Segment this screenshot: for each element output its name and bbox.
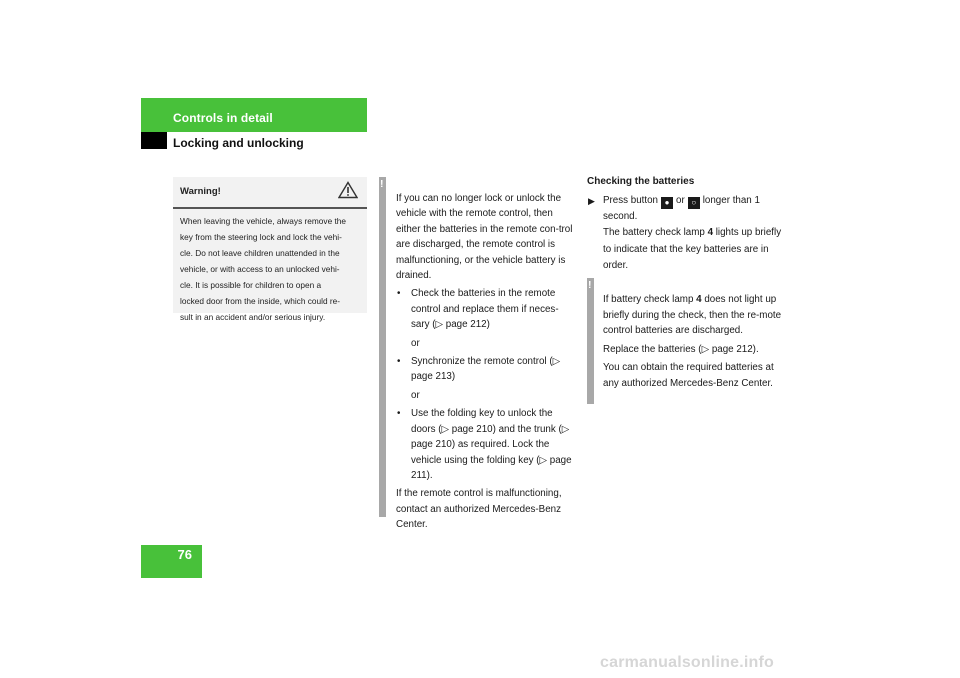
bullet-dot: • [397, 408, 401, 420]
note-exclamation-icon: ! [588, 279, 592, 291]
lock-key-icon: ● [661, 197, 673, 209]
list-item [396, 354, 576, 385]
note-closing: If the remote control is malfunctioning, contact an authorized Mercedes-Benz Center. [396, 488, 562, 531]
page-number: 76 [177, 547, 192, 562]
note-remote-control [396, 191, 576, 536]
warning-divider [173, 207, 367, 209]
note-bar [587, 278, 594, 404]
note-intro: If you can no longer lock or unlock the vehicle with the remote control, then either the batteries in the remote con-trol are discharged, the remote control is malfunctioning, or the vehicle battery is drained. [396, 193, 573, 282]
note-battery-lamp [603, 292, 788, 395]
note-exclamation-icon: ! [380, 178, 384, 190]
note-bar [379, 177, 386, 517]
checking-heading: Checking the batteries [587, 176, 695, 187]
warning-text [180, 213, 362, 325]
bullet-text: Check the batteries in the remote control and replace them if neces-sary (▷ page 212) [411, 288, 559, 331]
lamp-number: 4 [696, 294, 702, 305]
note-paragraph [603, 292, 788, 339]
bullet-dot: • [397, 356, 401, 368]
lamp-number: 4 [707, 227, 714, 239]
checking-steps [587, 193, 785, 274]
warning-line: cle. It is possible for children to open a [180, 280, 322, 290]
step-text: longer than 1 second. [603, 195, 760, 223]
bullet-dot: • [397, 288, 401, 300]
watermark-text: carmanualsonline.info [600, 654, 775, 671]
bullet-text: Synchronize the remote control (▷ page 213) [411, 356, 561, 383]
warning-line: key from the steering lock and lock the vehi- [180, 232, 342, 242]
list-item [396, 406, 576, 483]
warning-line: vehicle, or with access to an unlocked vehi- [180, 264, 340, 274]
warning-triangle-icon [338, 181, 358, 199]
warning-line: sult in an accident and/or serious injury. [180, 312, 326, 322]
bullet-text: Use the folding key to unlock the doors (▷ page 210) and the trunk (▷ page 210) as required. Lock the vehicle using the folding key (▷ page 211). [411, 408, 572, 481]
or-text: or [411, 389, 420, 401]
warning-title: Warning! [180, 186, 221, 197]
warning-line: cle. Do not leave children unattended in the [180, 248, 340, 258]
list-item [396, 286, 576, 332]
instruction-step [587, 193, 785, 225]
header-black-tab [141, 132, 167, 149]
step-marker-icon: ▶ [588, 196, 595, 206]
subsection-title: Locking and unlocking [173, 136, 304, 150]
warning-line: When leaving the vehicle, always remove the [180, 216, 347, 226]
warning-line: locked door from the inside, which could re- [180, 296, 341, 306]
result-text: The battery check lamp [603, 227, 705, 239]
section-title: Controls in detail [173, 111, 273, 125]
or-text: or [411, 337, 420, 349]
result-text: lights up briefly to indicate that the key batteries are in order. [603, 227, 782, 271]
step-text: Press button [603, 195, 659, 206]
note-paragraph: Replace the batteries (▷ page 212). [603, 343, 759, 355]
unlock-key-icon: ○ [688, 197, 700, 209]
note-text: If battery check lamp [603, 294, 694, 305]
step-or: or [676, 195, 685, 206]
note-text: does not light up briefly during the check, then the re-mote control batteries are discharged. [603, 294, 782, 337]
note-paragraph: You can obtain the required batteries at any authorized Mercedes-Benz Center. [603, 362, 774, 389]
step-result [587, 225, 785, 274]
